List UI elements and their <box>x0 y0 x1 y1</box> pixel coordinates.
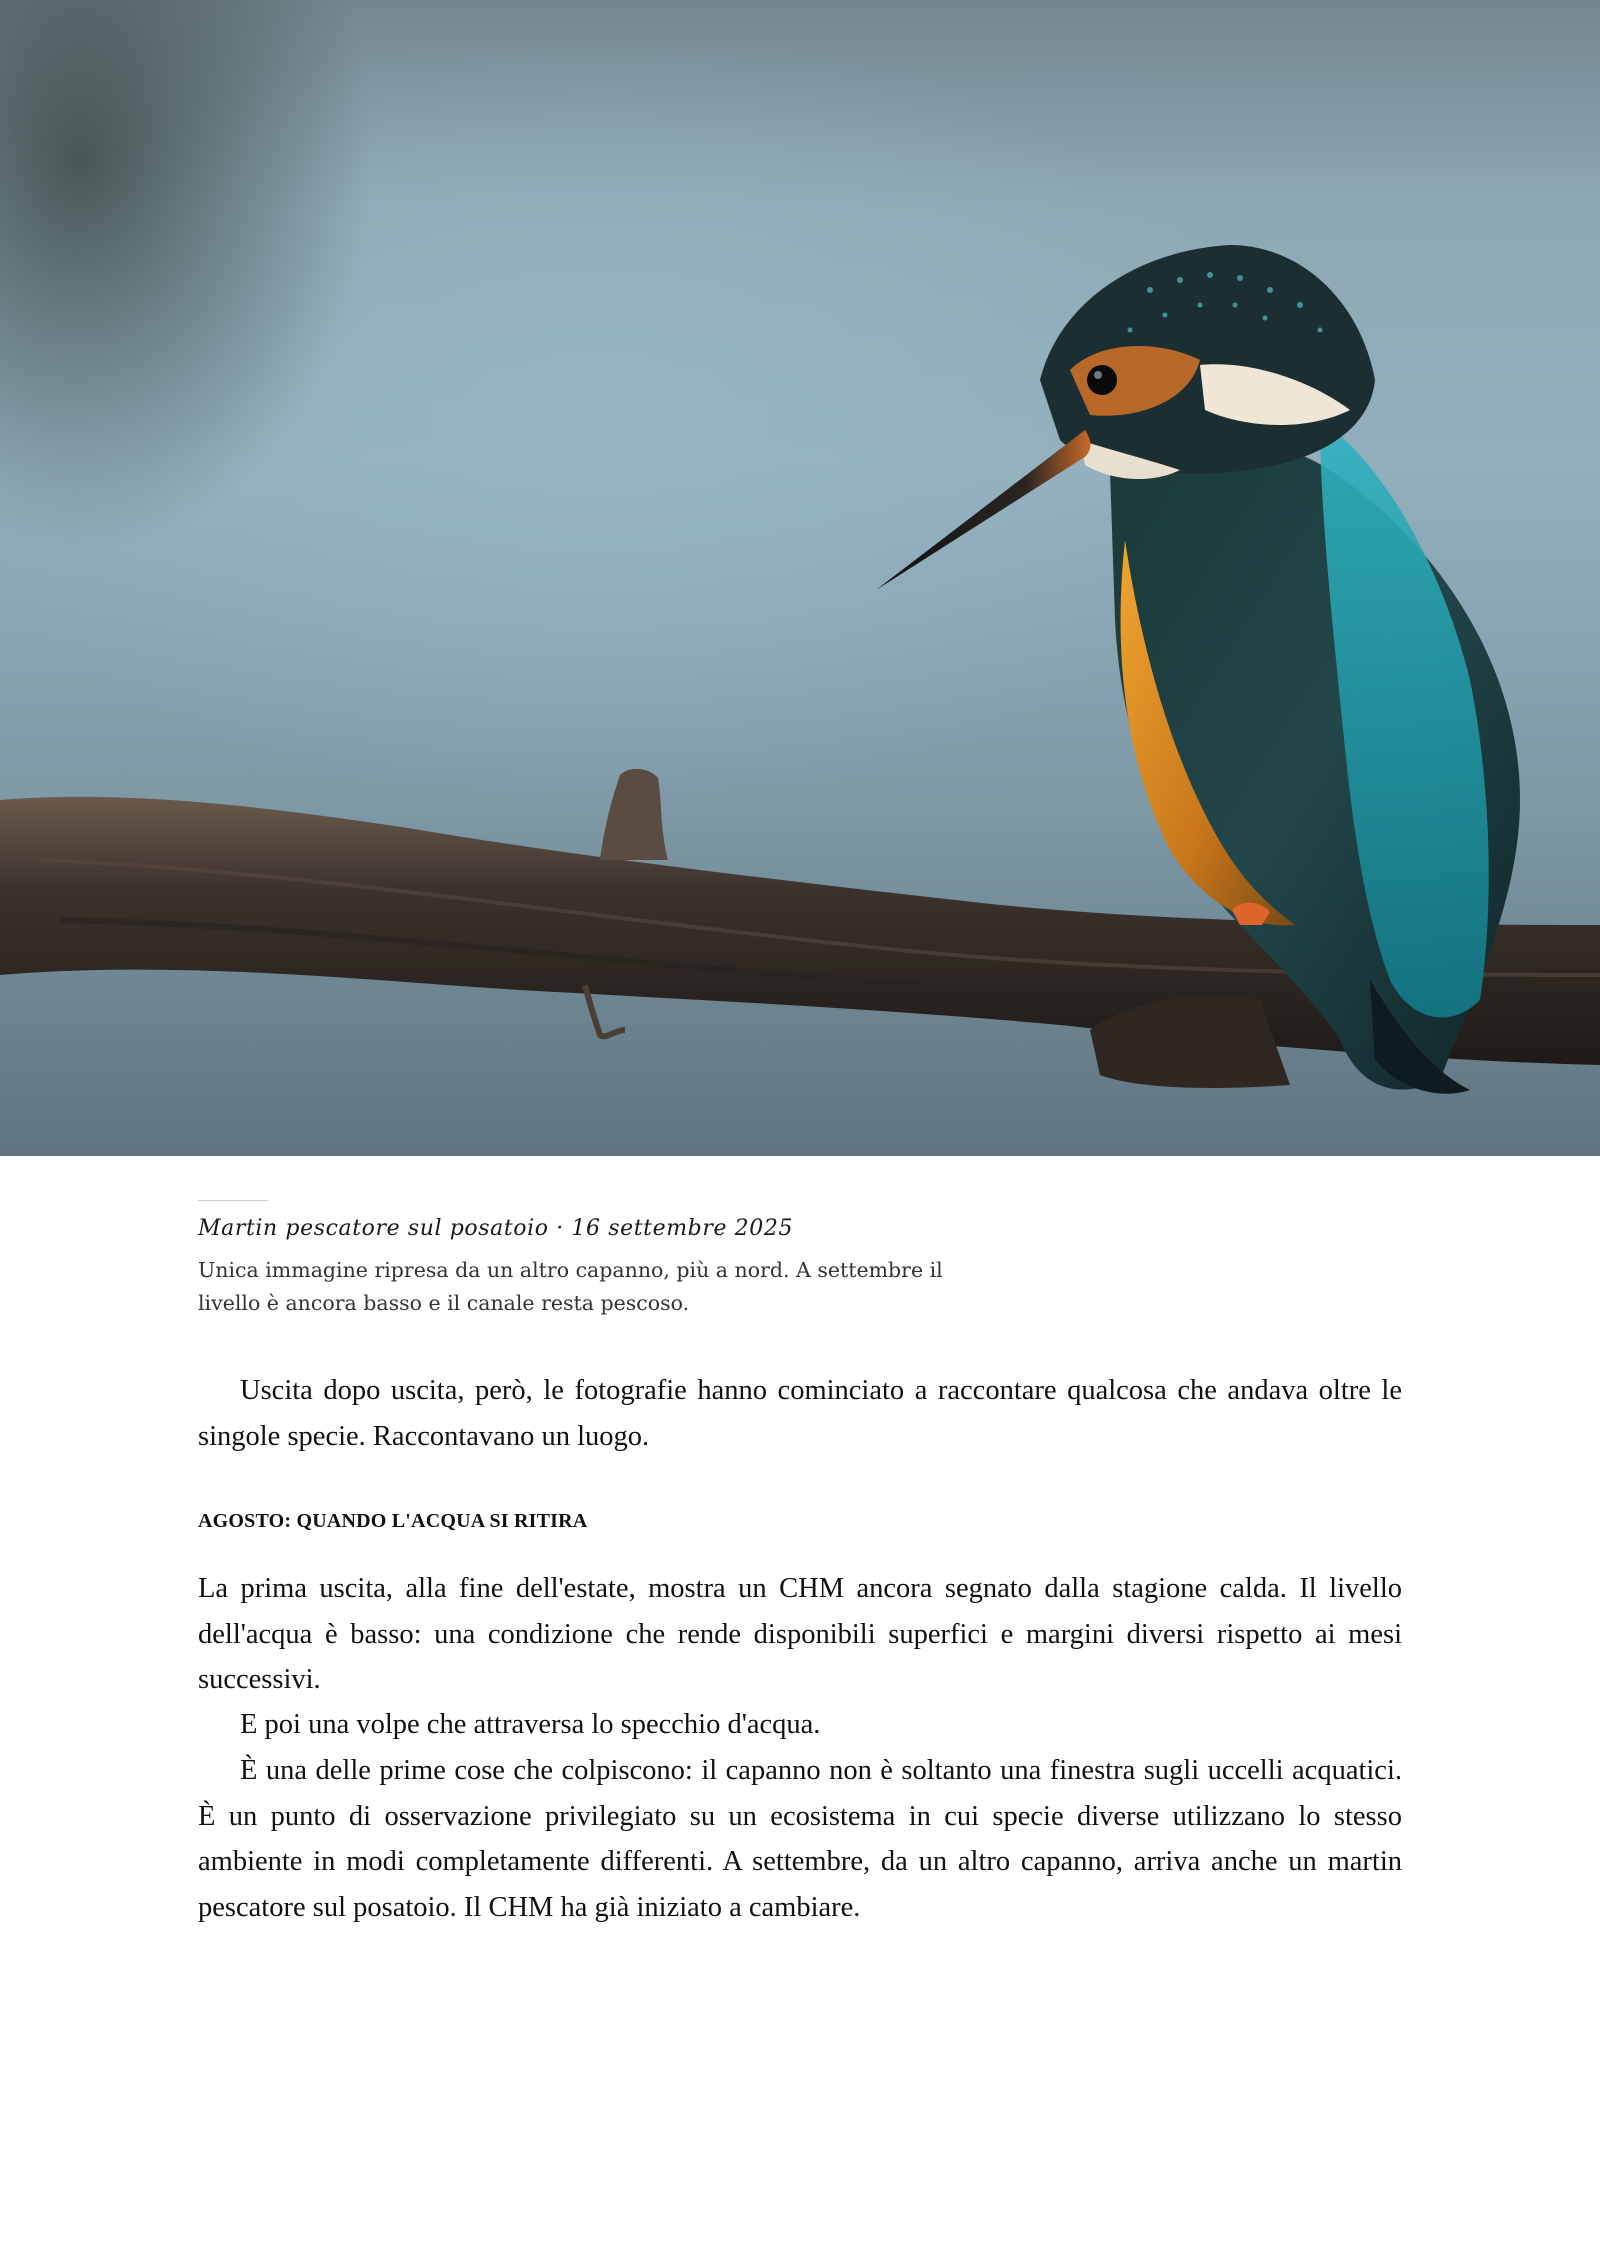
paragraph-1: La prima uscita, alla fine dell'estate, mostra un CHM ancora segnato dalla stagione calda. Il livello dell'acqua è basso: una condizione che rende disponibili superfici e margini diversi rispetto ai mesi successivi. <box>198 1573 1402 1695</box>
figure-caption-title: Martin pescatore sul posatoio · 16 settembre 2025 <box>198 1216 794 1241</box>
figure-caption-text: Unica immagine ripresa da un altro capanno, più a nord. A settembre il livello è ancora basso e il canale resta pescoso. <box>198 1258 943 1315</box>
kingfisher-beak <box>876 430 1090 590</box>
caption-divider <box>198 1200 268 1201</box>
paragraph-2: E poi una volpe che attraversa lo specchio d'acqua. <box>240 1709 821 1740</box>
paragraph-3: È una delle prime cose che colpiscono: il capanno non è soltanto una finestra sugli uccelli acquatici. È un punto di osservazione privilegiato su un ecosistema in cui specie diverse utilizzano lo stesso ambiente in modi completamente differenti. A settembre, da un altro capanno, arriva anche un martin pescatore sul posatoio. Il CHM ha già iniziato a cambiare. <box>198 1755 1402 1923</box>
intro-paragraph: Uscita dopo uscita, però, le fotografie hanno cominciato a raccontare qualcosa che andava oltre le singole specie. Raccontavano un luogo. <box>198 1375 1402 1452</box>
kingfisher-eye <box>1087 365 1117 395</box>
section-heading: AGOSTO: QUANDO L'ACQUA SI RITIRA <box>198 1510 588 1532</box>
